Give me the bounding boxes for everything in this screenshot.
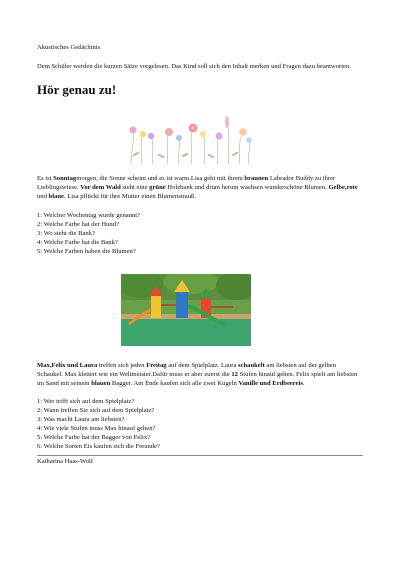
wildflower-illustration [121,110,261,164]
list-item: 4: Welche Farbe hat die Bank? [37,238,118,246]
list-item: 3: Wo steht die Bank? [37,229,95,237]
list-item: 1: Welcher Wochentag wurde genannt? [37,212,141,219]
intro-text: Dem Schüler werden die kurzen Sätze vorgelesen. Das Kind soll sich den Inhalt merken und Fragen dazu beantworten. [37,62,351,70]
question-list-1 [37,212,363,256]
list-item: 4: Wie viele Stufen muss Max hinauf gehen? [37,424,156,432]
page-title: Hör genau zu! [37,81,117,97]
story-paragraph-2: Max,Felix und Laura treffen sich jeden Freitag auf dem Spielplatz. Laura schaukelt am liebsten auf der gelben Schaukel. Max klettert wie ein Weltmeister.Dafür muss er aber zuerst die 12 Stufen hinauf gehen. Felix spielt am liebsten im Sand mit seinem blauen Bagger. Am Ende kaufen sich alle zwei Kugeln Vanille und Erdbeereis. [37,362,358,388]
list-item: 3: Was macht Laura am liebsten? [37,415,125,423]
list-item: 2: Wann treffen Sie sich auf dem Spielplatz? [37,407,155,415]
footer-divider [37,455,363,456]
section-heading: Akustisches Gedächtnis [37,44,101,51]
author-name: Katharina Haas-Wolf [37,458,94,466]
list-item: 6: Welche Sorten Eis kaufen sich die Freunde? [37,442,160,450]
list-item: 1: Wer trifft sich auf dem Spielplatz? [37,398,135,406]
list-item: 5: Welche Farbe hat der Bagger von Felix? [37,433,151,441]
worksheet-page [37,44,363,467]
question-list-2 [37,398,363,451]
list-item: 2: Welche Farbe hat der Hund? [37,220,119,228]
list-item: 5: Welche Farben haben die Blumen? [37,247,136,255]
playground-photo [121,274,251,346]
story-paragraph-1: Es ist Sonntagmorgen, die Sonne scheint und es ist warm.Lisa geht mit ihrem braunen Labrador Buddy zu ihrer Lieblingswiese. Vor dem Wald steht eine grüne Holzbank und drum herum wachsen wunderschöne Blumen. Gelbe,rote und blaue. Lisa pflückt für ihre Mutter einen Blumenstrauß. [37,175,358,201]
